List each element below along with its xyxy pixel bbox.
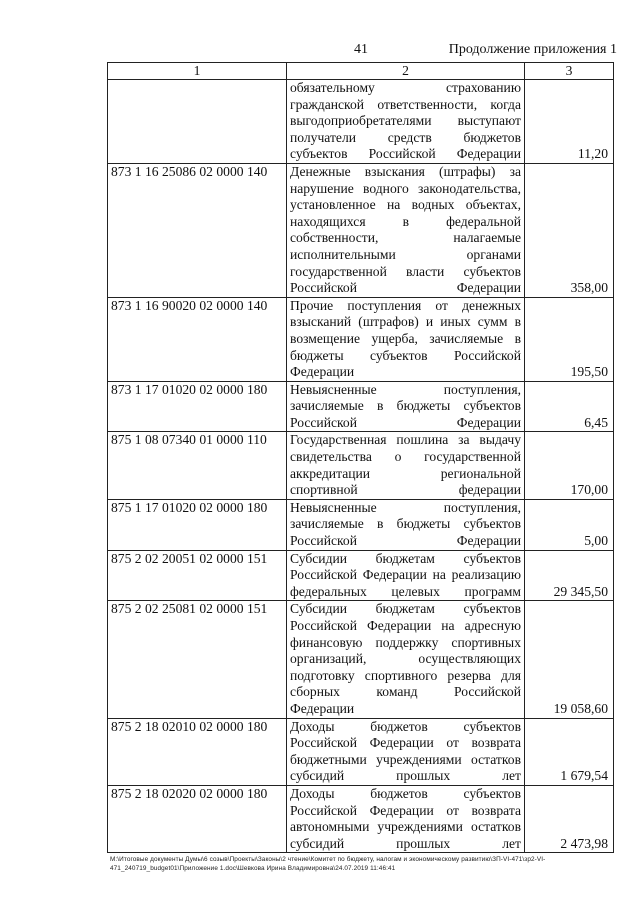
row-amount: 170,00	[525, 432, 614, 499]
row-amount: 29 345,50	[525, 550, 614, 601]
row-description: Субсидии бюджетам субъектов Российской Федерации на адресную финансовую поддержку спортивных организаций, осуществляющих подготовку спортивного резерва для сборных команд Российской Федерации	[287, 601, 525, 718]
row-amount: 358,00	[525, 163, 614, 297]
table-row	[108, 163, 614, 297]
row-description: Доходы бюджетов субъектов Российской Федерации от возврата автономными учреждениями остатков субсидий прошлых лет	[287, 785, 525, 852]
table-header-row	[108, 63, 614, 80]
row-code: 873 1 17 01020 02 0000 180	[108, 381, 287, 432]
row-description: обязательному страхованию гражданской ответственности, когда выгодоприобретателями выступают получатели средств бюджетов субъектов Российской Федерации	[287, 80, 525, 164]
row-code: 875 2 02 25081 02 0000 151	[108, 601, 287, 718]
row-description: Государственная пошлина за выдачу свидетельства о государственной аккредитации региональной спортивной федерации	[287, 432, 525, 499]
row-amount: 6,45	[525, 381, 614, 432]
table-row	[108, 80, 614, 164]
table-row	[108, 381, 614, 432]
row-code: 875 2 18 02010 02 0000 180	[108, 718, 287, 785]
row-code: 873 1 16 25086 02 0000 140	[108, 163, 287, 297]
page-header	[0, 42, 640, 62]
table-row	[108, 432, 614, 499]
row-code: 875 1 17 01020 02 0000 180	[108, 499, 287, 550]
table-row	[108, 297, 614, 381]
table-row	[108, 785, 614, 852]
column-header-1: 1	[108, 63, 287, 80]
row-code: 875 2 02 20051 02 0000 151	[108, 550, 287, 601]
row-description: Субсидии бюджетам субъектов Российской Федерации на реализацию федеральных целевых программ	[287, 550, 525, 601]
continuation-label: Продолжение приложения 1	[448, 42, 617, 57]
row-amount: 19 058,60	[525, 601, 614, 718]
row-code: 875 1 08 07340 01 0000 110	[108, 432, 287, 499]
table-row	[108, 601, 614, 718]
file-path-footer: M:\Итоговые документы Думы\6 созыв\Проекты\Законы\2 чтение\Комитет по бюджету, налогам и экономическому развитию\ЗП-VI-471\зр2-VI-471_240719_budget01\Приложение 1.doc\Шевкова Ирина Владимировна\24.07.2019 11:46:41	[110, 856, 546, 872]
row-amount: 2 473,98	[525, 785, 614, 852]
row-code	[108, 80, 287, 164]
row-description: Невыясненные поступления, зачисляемые в бюджеты субъектов Российской Федерации	[287, 381, 525, 432]
table-row	[108, 499, 614, 550]
column-header-3: 3	[525, 63, 614, 80]
row-amount: 1 679,54	[525, 718, 614, 785]
table-row	[108, 718, 614, 785]
row-amount: 195,50	[525, 297, 614, 381]
row-amount: 11,20	[525, 80, 614, 164]
row-code: 873 1 16 90020 02 0000 140	[108, 297, 287, 381]
page-number: 41	[354, 42, 368, 57]
row-description: Невыясненные поступления, зачисляемые в бюджеты субъектов Российской Федерации	[287, 499, 525, 550]
row-amount: 5,00	[525, 499, 614, 550]
row-description: Доходы бюджетов субъектов Российской Федерации от возврата бюджетными учреждениями остатков субсидий прошлых лет	[287, 718, 525, 785]
row-description: Денежные взыскания (штрафы) за нарушение водного законодательства, установленное на водных объектах, находящихся в федеральной собственности, налагаемые исполнительными органами государственной власти субъектов Российской Федерации	[287, 163, 525, 297]
table-row	[108, 550, 614, 601]
column-header-2: 2	[287, 63, 525, 80]
row-description: Прочие поступления от денежных взысканий (штрафов) и иных сумм в возмещение ущерба, зачисляемые в бюджеты субъектов Российской Федерации	[287, 297, 525, 381]
revenue-table	[107, 62, 614, 853]
row-code: 875 2 18 02020 02 0000 180	[108, 785, 287, 852]
